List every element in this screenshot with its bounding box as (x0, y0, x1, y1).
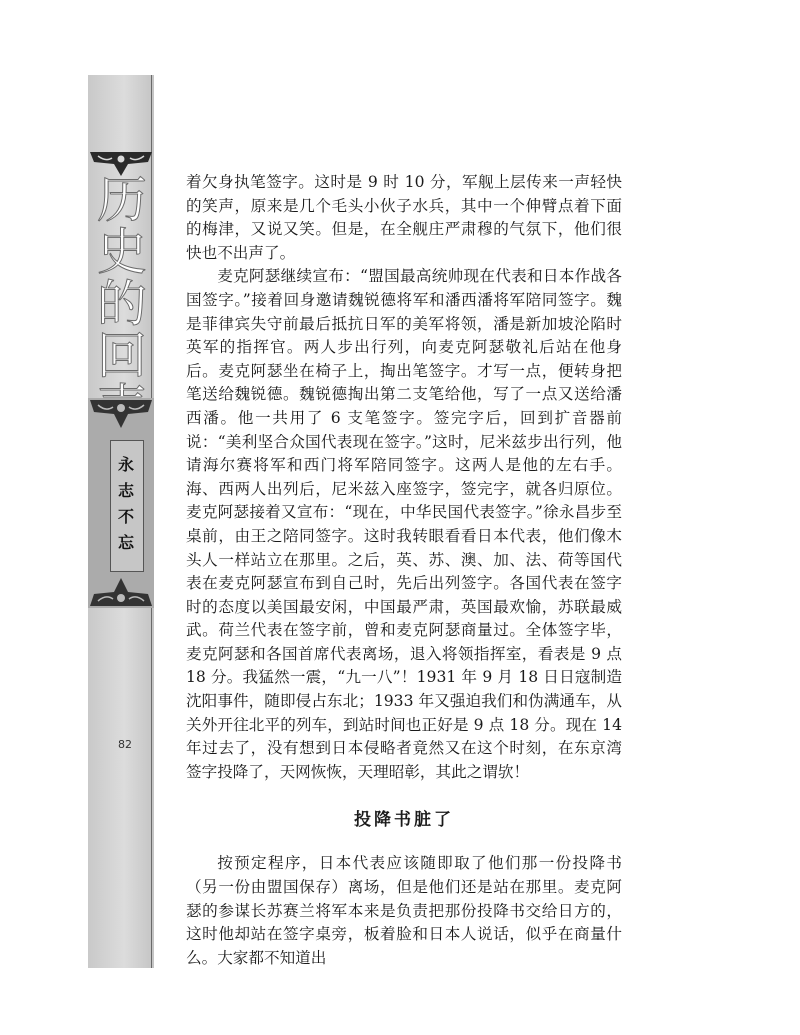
paragraph: 按预定程序，日本代表应该随即取了他们那一份投降书（另一份由盟国保存）离场，但是他们还是站在那里。麦克阿瑟的参谋长苏赛兰将军本来是负责把那份投降书交给日方的，这时他却站在签字桌旁，板着脸和日本人说话，似乎在商量什么。大家都不知道出 (186, 854, 622, 967)
panel-top-ornament-icon (88, 398, 154, 440)
paragraph: 着欠身执笔签字。这时是 9 时 10 分，军舰上层传来一声轻快的笑声，原来是几个毛头小伙子水兵，其中一个伸臂点着下面的梅津，又说又笑。但是，在全舰庄严肃穆的气氛下，他们很快也不出声了。 (186, 173, 622, 262)
chapter-char: 志 (117, 481, 134, 500)
panel-bottom-ornament-icon (88, 566, 154, 608)
paragraph: 麦克阿瑟继续宣布：“盟国最高统帅现在代表和日本作战各国签字。”接着回身邀请魏锐德将军和潘西潘将军陪同签字。魏是菲律宾失守前最后抵抗日军的美军将领，潘是新加坡沦陷时英军的指挥官。两人步出行列，向麦克阿瑟敬礼后站在他身后。麦克阿瑟坐在椅子上，掏出笔签字。才写一点，便转身把笔送给魏锐德。魏锐德掏出第二支笔给他，写了一点又送给潘西潘。他一共用了 6 支笔签字。签完字后，回到扩音器前说：“美利坚合众国代表现在签字。”这时，尼米兹步出行列，他请海尔赛将军和西门将军陪同签字。这两人是他的左右手。海、西两人出列后，尼米兹入座签字，签完字，就各归原位。麦克阿瑟接着又宣布：“现在，中华民国代表签字。”徐永昌步至桌前，由王之陪同签字。这时我转眼看看日本代表，他们像木头人一样站立在那里。之后，英、苏、澳、加、法、荷等国代表在麦克阿瑟宣布到自己时，先后出列签字。各国代表在签字时的态度以美国最安闲，中国最严肃，英国最欢愉，苏联最威武。荷兰代表在签字前，曾和麦克阿瑟商量过。全体签字毕，麦克阿瑟和各国首席代表离场，退入将领指挥室，看表是 9 点 18 分。我猛然一震，“九一八”！1931 年 9 月 18 日日寇制造沈阳事件，随即侵占东北；1933 年又强迫我们和伪满通车，从关外开往北平的列车，到站时间也正好是 9 点 18 分。现在 14 年过去了，没有想到日本侵略者竟然又在这个时刻，在东京湾签字投降了，天网恢恢，天理昭彰，其此之谓欤！ (186, 267, 622, 781)
book-title (93, 171, 151, 434)
book-title-char: 的 (97, 275, 147, 333)
section-heading: 投降书脏了 (354, 810, 454, 831)
book-title-char: 历 (97, 171, 147, 229)
chapter-label (114, 452, 138, 556)
book-title-char: 回 (97, 327, 147, 385)
body-text (186, 171, 622, 970)
chapter-char: 永 (117, 455, 134, 474)
chapter-char: 忘 (117, 533, 134, 552)
chapter-char: 不 (117, 507, 134, 526)
book-title-char: 史 (97, 223, 147, 281)
page-number: 82 (118, 738, 132, 751)
